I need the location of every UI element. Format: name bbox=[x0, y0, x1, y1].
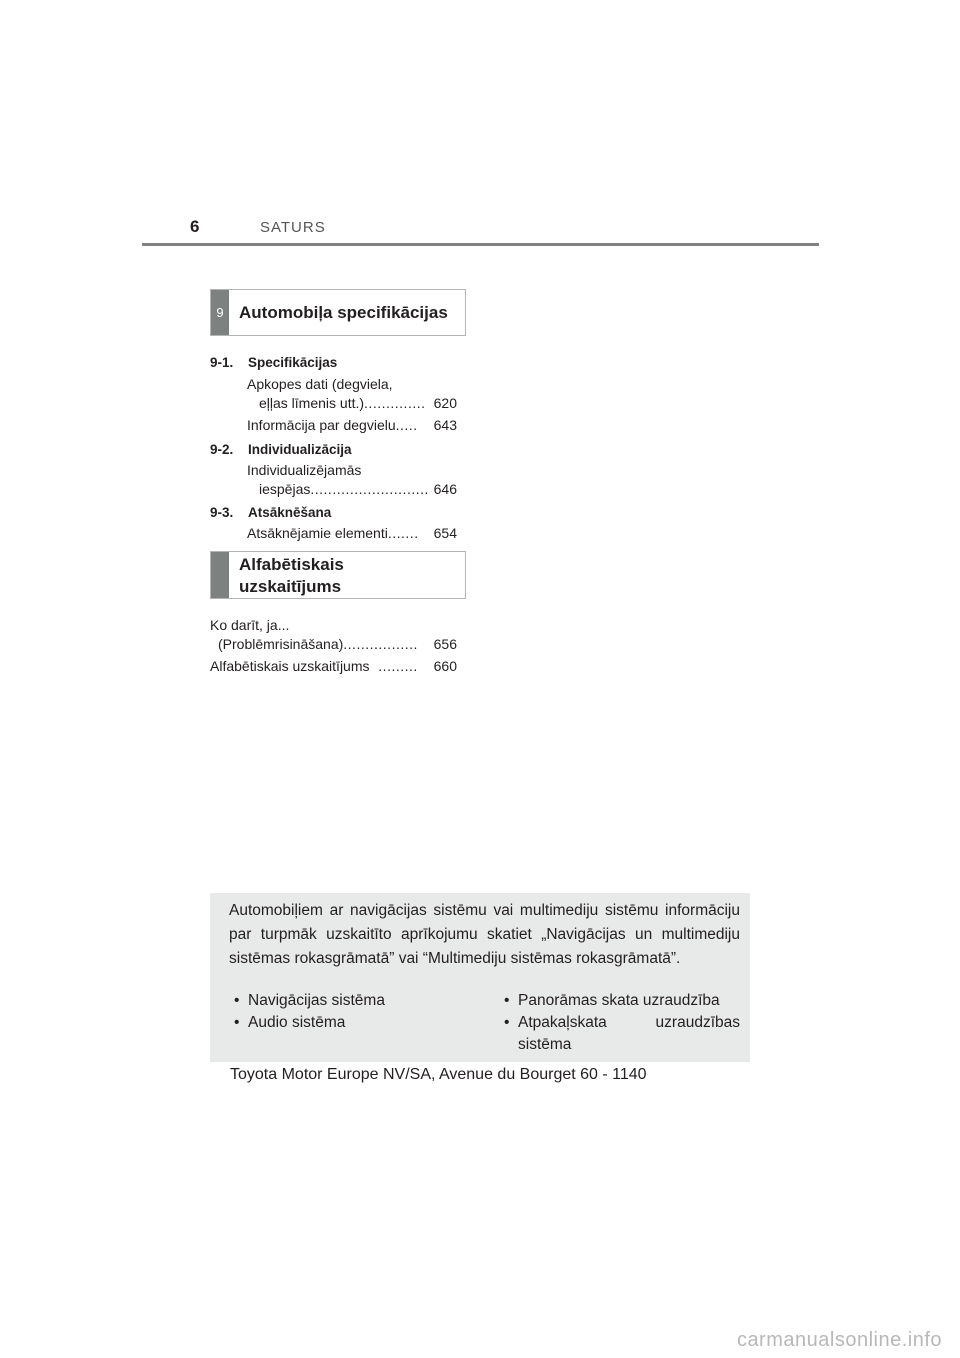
bullet-icon: • bbox=[504, 992, 510, 1009]
leader-dots: ......... bbox=[369, 658, 418, 674]
chapter-title: Specifikācijas bbox=[248, 355, 338, 370]
watermark: carmanualsonline.info bbox=[736, 1329, 942, 1351]
page-ref: 646 bbox=[433, 481, 457, 497]
header-rule bbox=[142, 243, 819, 246]
info-box bbox=[210, 893, 750, 1062]
chapter-heading-9-1[interactable] bbox=[210, 353, 337, 372]
leader-dots: ................. bbox=[343, 636, 418, 652]
section-tab bbox=[211, 552, 229, 598]
bullet-list-left bbox=[234, 990, 474, 1034]
toc-entry-line: iespējas bbox=[259, 481, 311, 497]
chapter-number: 9-3. bbox=[210, 505, 234, 520]
list-item-text bbox=[518, 1012, 740, 1056]
list-item bbox=[504, 990, 740, 1012]
chapter-number: 9-1. bbox=[210, 355, 234, 370]
toc-entry-line: Informācija par degvielu bbox=[247, 417, 396, 433]
list-item bbox=[234, 1012, 474, 1034]
bullet-list-right bbox=[504, 990, 740, 1056]
list-item bbox=[504, 1012, 740, 1056]
chapter-heading-9-2[interactable] bbox=[210, 440, 352, 459]
leader-dots: ..... bbox=[395, 417, 418, 433]
page-number: 6 bbox=[190, 217, 200, 236]
leader-dots: ........................... bbox=[310, 481, 429, 497]
section-title-line: Alfabētiskais bbox=[239, 555, 344, 574]
list-item-line: sistēma bbox=[518, 1036, 572, 1053]
section-title bbox=[239, 554, 459, 598]
section-title: Automobiļa specifikācijas bbox=[239, 303, 448, 322]
page-ref: 654 bbox=[433, 525, 457, 541]
chapter-title: Atsāknēšana bbox=[248, 505, 332, 520]
toc-entry-line: Individualizējamās bbox=[247, 462, 362, 478]
toc-entry-line: eļļas līmenis utt.) bbox=[259, 395, 365, 411]
bullet-icon: • bbox=[234, 992, 240, 1009]
footer-address: Toyota Motor Europe NV/SA, Avenue du Bourget 60 - 1140 bbox=[230, 1066, 647, 1083]
section-title-line: uzskaitījums bbox=[239, 577, 342, 596]
list-item-text: Panorāmas skata uzraudzība bbox=[518, 992, 720, 1009]
page-ref: 643 bbox=[433, 417, 457, 433]
section-9-header bbox=[210, 289, 466, 336]
toc-entry[interactable] bbox=[247, 461, 457, 499]
leader-dots: ....... bbox=[387, 525, 419, 541]
running-head: SATURS bbox=[260, 219, 326, 236]
info-text: Automobiļiem ar navigācijas sistēmu vai multimediju sistēmu informāciju par turpmāk uzskaitīto aprīkojumu skatiet „Navigācijas un multimediju sistēmas rokasgrāmatā” vai “Multimediju sistēmas rokasgrāmatā”. bbox=[229, 902, 740, 967]
list-item-line: Atpakaļskata uzraudzības bbox=[518, 1014, 740, 1031]
list-item bbox=[234, 990, 474, 1012]
bullet-icon: • bbox=[234, 1014, 240, 1031]
chapter-title: Individualizācija bbox=[248, 442, 352, 457]
leader-dots: .............. bbox=[364, 395, 426, 411]
toc-entry[interactable] bbox=[210, 616, 457, 654]
toc-entry-line: Alfabētiskais uzskaitījums bbox=[210, 658, 370, 674]
section-tab: 9 bbox=[211, 290, 229, 335]
toc-entry[interactable] bbox=[247, 375, 457, 413]
chapter-number: 9-2. bbox=[210, 442, 234, 457]
toc-entry-line: Ko darīt, ja... bbox=[210, 617, 290, 633]
toc-entry-line: Atsāknējamie elementi bbox=[247, 525, 388, 541]
toc-entry-line: (Problēmrisināšana) bbox=[218, 636, 344, 652]
section-index-header bbox=[210, 551, 466, 599]
page-ref: 656 bbox=[433, 636, 457, 652]
page-ref: 620 bbox=[433, 395, 457, 411]
toc-entry[interactable] bbox=[247, 416, 457, 435]
page-ref: 660 bbox=[433, 658, 457, 674]
bullet-icon: • bbox=[504, 1014, 510, 1031]
toc-entry[interactable] bbox=[210, 657, 457, 676]
chapter-heading-9-3[interactable] bbox=[210, 503, 331, 522]
list-item-text: Navigācijas sistēma bbox=[248, 992, 385, 1009]
toc-entry-line: Apkopes dati (degviela, bbox=[247, 376, 393, 392]
list-item-text: Audio sistēma bbox=[248, 1014, 346, 1031]
toc-entry[interactable] bbox=[247, 524, 457, 543]
